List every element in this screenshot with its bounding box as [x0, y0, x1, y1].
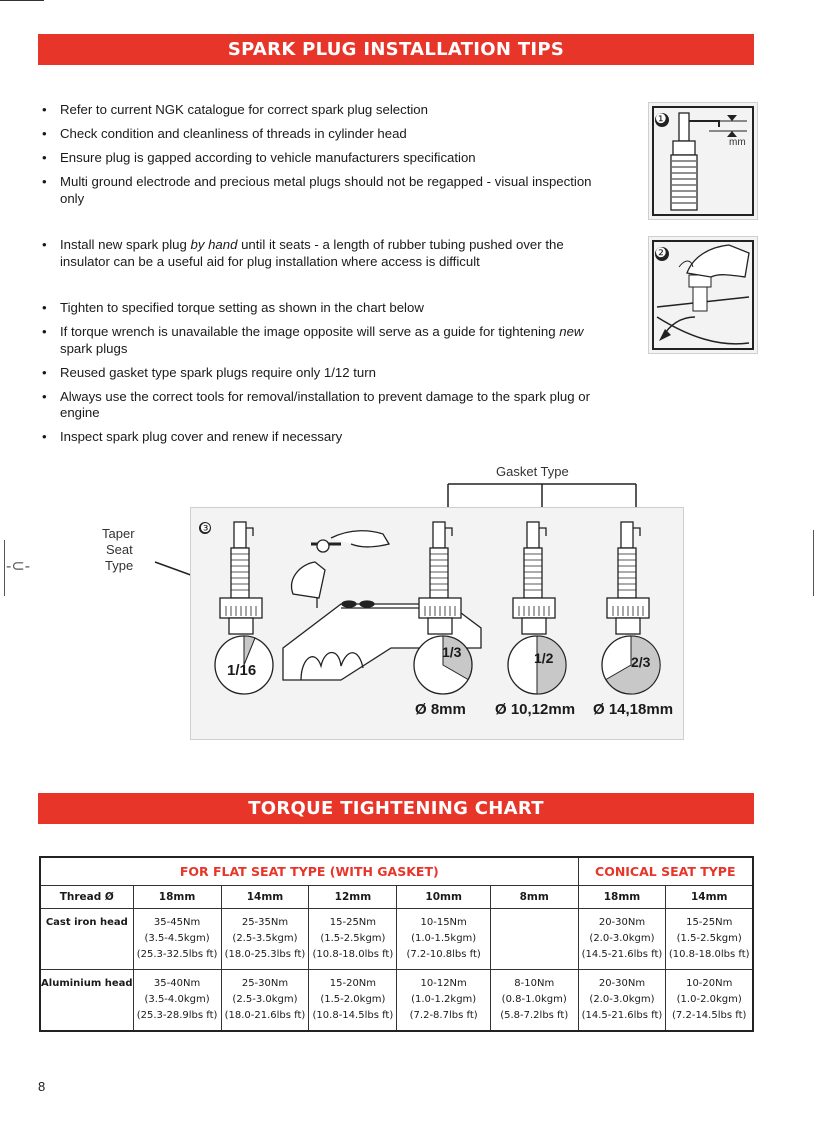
table-cell-empty	[490, 909, 578, 970]
tip-item: • Multi ground electrode and precious metal plugs should not be regapped - visual inspection only	[40, 174, 600, 207]
table-row	[40, 970, 753, 1032]
binding-mark-symbol: -⊂-	[6, 558, 31, 575]
tip-item: • Check condition and cleanliness of threads in cylinder head	[40, 126, 600, 143]
table-cell: 15-25Nm (1.5-2.5kgm) (10.8-18.0lbs ft)	[666, 909, 753, 970]
column-header: 8mm	[490, 886, 578, 909]
table-row	[40, 909, 753, 970]
tip-item: • Install new spark plug by hand until it seats - a length of rubber tubing pushed over the insulator can be a useful aid for plug installation where access is difficult	[40, 237, 600, 270]
tip-item: • Always use the correct tools for removal/installation to prevent damage to the spark plug or engine	[40, 389, 600, 422]
table-cell: 8-10Nm (0.8-1.0kgm) (5.8-7.2lbs ft)	[490, 970, 578, 1032]
figure-badge: ❸	[200, 521, 211, 535]
table-cell: 20-30Nm (2.0-3.0kgm) (14.5-21.6lbs ft)	[578, 970, 666, 1032]
page-number: 8	[38, 1079, 46, 1094]
gasket-type-label: Gasket Type	[496, 464, 569, 479]
install-tips-banner: SPARK PLUG INSTALLATION TIPS	[38, 34, 754, 65]
column-header: 14mm	[666, 886, 753, 909]
table-cell: 10-20Nm (1.0-2.0kgm) (7.2-14.5lbs ft)	[666, 970, 753, 1032]
table-cell: 35-40Nm (3.5-4.0kgm) (25.3-28.9lbs ft)	[133, 970, 221, 1032]
tip-item: • Reused gasket type spark plugs require only 1/12 turn	[40, 365, 600, 382]
figure-badge: ❶	[655, 111, 667, 126]
table-cell: 10-12Nm (1.0-1.2kgm) (7.2-8.7lbs ft)	[397, 970, 491, 1032]
tip-item: • If torque wrench is unavailable the image opposite will serve as a guide for tightening new spark plugs	[40, 324, 600, 357]
table-cell: 25-30Nm (2.5-3.0kgm) (18.0-21.6lbs ft)	[221, 970, 309, 1032]
turn-label-14mm: 2/3	[631, 654, 651, 670]
tip-item: • Inspect spark plug cover and renew if necessary	[40, 429, 600, 446]
column-header: 10mm	[397, 886, 491, 909]
taper-label-line1: Taper	[102, 526, 135, 541]
tip-item: • Refer to current NGK catalogue for correct spark plug selection	[40, 102, 600, 119]
diameter-label-8mm: Ø 8mm	[415, 701, 466, 718]
table-cell: 25-35Nm (2.5-3.5kgm) (18.0-25.3lbs ft)	[221, 909, 309, 970]
column-header: 14mm	[221, 886, 309, 909]
table-cell: 20-30Nm (2.0-3.0kgm) (14.5-21.6lbs ft)	[578, 909, 666, 970]
table-cell: 10-15Nm (1.0-1.5kgm) (7.2-10.8lbs ft)	[397, 909, 491, 970]
conical-seat-group-header: CONICAL SEAT TYPE	[578, 857, 753, 886]
column-header: 12mm	[309, 886, 397, 909]
gap-unit-label: mm	[729, 137, 746, 148]
figure-badge: ❷	[655, 245, 667, 260]
table-cell: 15-20Nm (1.5-2.0kgm) (10.8-14.5lbs ft)	[309, 970, 397, 1032]
tip-item: • Ensure plug is gapped according to vehicle manufacturers specification	[40, 150, 600, 167]
column-header: 18mm	[133, 886, 221, 909]
row-label: Cast iron head	[40, 909, 133, 970]
row-label: Aluminium head	[40, 970, 133, 1032]
figure-tightening-guide	[190, 507, 684, 740]
column-header: Thread Ø	[40, 886, 133, 909]
flat-seat-group-header: FOR FLAT SEAT TYPE (WITH GASKET)	[40, 857, 578, 886]
diameter-label-10mm: Ø 10,12mm	[495, 701, 576, 718]
turn-taper-label: 1/16	[227, 662, 257, 679]
table-cell: 35-45Nm (3.5-4.5kgm) (25.3-32.5lbs ft)	[133, 909, 221, 970]
taper-label-line3: Type	[105, 558, 134, 573]
turn-label-10mm: 1/2	[534, 650, 554, 666]
torque-table	[39, 856, 754, 1032]
torque-chart-banner: TORQUE TIGHTENING CHART	[38, 793, 754, 824]
table-cell: 15-25Nm (1.5-2.5kgm) (10.8-18.0lbs ft)	[309, 909, 397, 970]
turn-label-8mm: 1/3	[442, 644, 462, 660]
diameter-label-14mm: Ø 14,18mm	[593, 701, 674, 718]
tip-item: • Tighten to specified torque setting as shown in the chart below	[40, 300, 600, 317]
column-header: 18mm	[578, 886, 666, 909]
taper-label-line2: Seat	[106, 542, 133, 557]
